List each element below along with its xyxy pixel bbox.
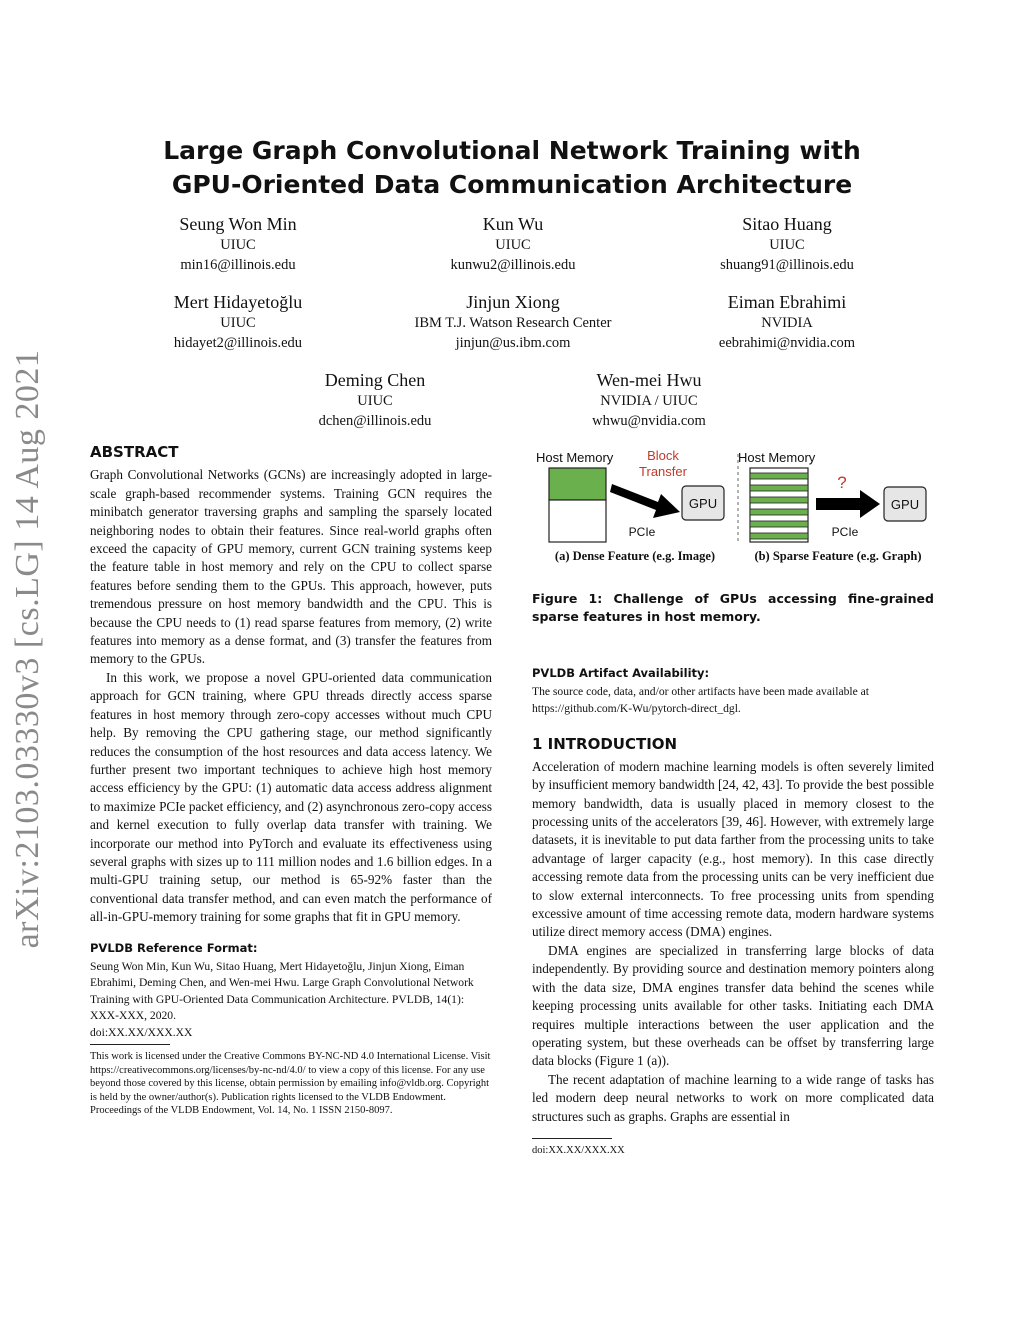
author-email: eebrahimi@nvidia.com xyxy=(718,335,856,351)
title-line-2: GPU-Oriented Data Communication Architecture xyxy=(171,170,853,199)
abstract-heading: ABSTRACT xyxy=(90,443,179,461)
fig-a-caption: (a) Dense Feature (e.g. Image) xyxy=(554,549,716,563)
author-affiliation: UIUC xyxy=(220,315,256,331)
author-block xyxy=(657,291,917,353)
fig-b-host-label: Host Memory xyxy=(738,450,816,465)
license-text: This work is licensed under the Creative Commons BY-NC-ND 4.0 International License. Visit https://creativecommons.org/licenses/by-nc-nd/4.0/ to view a copy of this license. For any use beyond those covered by this license, obtain permission by emailing info@vldb.org. Copyright is held by the owner/author(s). Publication rights licensed to the VLDB Endowment. xyxy=(90,1051,491,1103)
fig-b-caption: (b) Sparse Feature (e.g. Graph) xyxy=(754,549,922,563)
author-block xyxy=(657,213,917,275)
author-affiliation: UIUC xyxy=(769,237,805,253)
author-email: min16@illinois.edu xyxy=(180,257,296,273)
fig-b-sparse-row xyxy=(750,497,808,503)
intro-paragraph: The recent adaptation of machine learning to a wide range of tasks has led modern deep neural networks to work on more complicated data structures such as graphs. Graphs are essential in xyxy=(532,1071,934,1124)
reference-format-heading: PVLDB Reference Format: xyxy=(90,940,258,955)
fig-b-sparse-row xyxy=(750,533,808,539)
author-block xyxy=(108,213,368,275)
introduction-heading: 1 INTRODUCTION xyxy=(532,735,678,754)
author-email: kunwu2@illinois.edu xyxy=(450,257,576,273)
reference-doi: doi:XX.XX/XXX.XX xyxy=(90,1025,193,1039)
fig-b-question-mark: ? xyxy=(837,473,847,492)
author-affiliation: NVIDIA / UIUC xyxy=(600,393,698,409)
author-affiliation: UIUC xyxy=(495,237,531,253)
author-block xyxy=(108,291,368,353)
footnote-rule xyxy=(90,1044,170,1045)
proceedings-line: Proceedings of the VLDB Endowment, Vol. 14, No. 1 ISSN 2150-8097. xyxy=(90,1105,393,1117)
fig-a-transfer-label: Transfer xyxy=(639,464,687,479)
fig-a-gpu-label: GPU xyxy=(688,496,718,511)
fig-b-gpu-label: GPU xyxy=(890,497,920,512)
fig-a-block-label: Block xyxy=(647,448,679,463)
intro-paragraph: DMA engines are specialized in transferring large blocks of data independently. By providing source and destination memory pointers along with the data size, DMA engines transfer data behind the scenes while keeping processing units available for other tasks. Initiating each DMA requires multiple interactions between the user application and the operating system, but these overheads can be offset by transferring large data blocks (Figure 1 (a)). xyxy=(532,942,934,1069)
author-email: dchen@illinois.edu xyxy=(318,413,432,429)
author-email: shuang91@illinois.edu xyxy=(720,257,854,273)
author-name: Eiman Ebrahimi xyxy=(727,292,847,312)
right-column xyxy=(532,590,934,1157)
author-affiliation: IBM T.J. Watson Research Center xyxy=(414,315,612,331)
author-name: Jinjun Xiong xyxy=(466,292,560,312)
author-email: hidayet2@illinois.edu xyxy=(173,335,303,351)
author-email: whwu@nvidia.com xyxy=(592,413,706,429)
footnote-rule xyxy=(532,1138,612,1139)
fig-b-arrow xyxy=(816,490,880,518)
author-block xyxy=(245,369,505,431)
left-column xyxy=(90,443,492,1118)
fig-b-sparse-row xyxy=(750,521,808,527)
fig-a-host-label: Host Memory xyxy=(536,450,614,465)
fig-b-sparse-row xyxy=(750,509,808,515)
author-name: Sitao Huang xyxy=(742,214,832,234)
fig-b-sparse-row xyxy=(750,485,808,491)
author-name: Wen-mei Hwu xyxy=(596,370,702,390)
author-block xyxy=(519,369,779,431)
fig-b-pcie-label: PCIe xyxy=(831,525,859,539)
arxiv-stamp: arXiv:2103.03330v3 [cs.LG] 14 Aug 2021 xyxy=(9,349,46,949)
paper-title xyxy=(0,134,1024,202)
abstract-paragraph: In this work, we propose a novel GPU-oriented data communication approach for GCN training, where GPU threads directly access sparse features in host memory through zero-copy accesses without much CPU help. By removing the CPU gathering stage, our method significantly reduces the consumption of the host resources and data access latency. We further present two important techniques to achieve high host memory access efficiency by the GPU: (1) automatic data access address alignment to maximize PCIe packet efficiency, and (2) asynchronous zero-copy access and kernel execution to fully overlap data transfer with training. We incorporate our method into PyTorch and evaluate its effectiveness using several graphs with sizes up to 111 million nodes and 1.6 billion edges. In a multi-GPU training setup, our method is 65-92% faster than the conventional data transfer method, and can even match the performance of all-in-GPU-memory training for some graphs that fit in GPU memory. xyxy=(90,669,492,925)
abstract-paragraph: Graph Convolutional Networks (GCNs) are increasingly adopted in large-scale graph-based recommender systems. Training GCN requires the minibatch generator traversing graphs and sampling the sparsely located neighboring nodes to obtain their features. Since real-world graphs often exceed the capacity of GPU memory, current GCN training systems keep the feature table in host memory and rely on the CPU to collect sparse features before sending them to the GPUs. This approach, however, puts tremendous pressure on host memory bandwidth and the CPU. This is because the CPU needs to (1) read sparse features from memory, (2) write features into memory as a dense format, and (3) transfer the features from memory to the GPUs. xyxy=(90,467,492,667)
intro-footnote-doi: doi:XX.XX/XXX.XX xyxy=(532,1144,625,1156)
title-line-1: Large Graph Convolutional Network Training with xyxy=(163,136,861,165)
artifact-body: The source code, data, and/or other artifacts have been made available at https://github.com/K-Wu/pytorch-direct_dgl. xyxy=(532,685,870,715)
author-name: Mert Hidayetoğlu xyxy=(173,292,303,312)
fig-a-memory-block-empty xyxy=(549,500,606,542)
intro-paragraph: Acceleration of modern machine learning models is often severely limited by insufficient memory bandwidth [24, 42, 43]. To provide the best possible memory bandwidth, data is usually placed in memory closest to the processing units of the accelerators [39, 46]. However, with extremely large datasets, it is inevitable to put data farther from the processing units to take advantage of larger capacity (e.g., host memory). In this case directly accessing remote data from the processing units can be very inefficient due to slow external interconnects. To free processing units from spending excessive amount of time accessing remote data, modern hardware systems utilize direct memory access (DMA) engines. xyxy=(532,758,934,940)
fig-a-pcie-label: PCIe xyxy=(628,525,656,539)
fig-a-arrow xyxy=(610,484,680,518)
figure-1 xyxy=(530,444,940,569)
author-name: Deming Chen xyxy=(324,370,426,390)
author-email: jinjun@us.ibm.com xyxy=(455,335,571,351)
artifact-heading: PVLDB Artifact Availability: xyxy=(532,666,710,680)
reference-format-body: Seung Won Min, Kun Wu, Sitao Huang, Mert Hidayetoğlu, Jinjun Xiong, Eiman Ebrahimi, Deming Chen, and Wen-mei Hwu. Large Graph Convolutional Network Training with GPU-Oriented Data Communication Architecture. PVLDB, 14(1): XXX-XXX, 2020. xyxy=(90,959,474,1023)
author-block xyxy=(383,291,643,353)
author-affiliation: NVIDIA xyxy=(761,315,813,331)
author-affiliation: UIUC xyxy=(357,393,393,409)
author-name: Kun Wu xyxy=(482,214,544,234)
figure-1-caption: Figure 1: Challenge of GPUs accessing fine-grained sparse features in host memory. xyxy=(532,591,934,624)
author-affiliation: UIUC xyxy=(220,237,256,253)
fig-b-sparse-row xyxy=(750,473,808,479)
fig-a-memory-block-filled xyxy=(549,468,606,500)
author-block xyxy=(383,213,643,275)
author-name: Seung Won Min xyxy=(179,214,297,234)
